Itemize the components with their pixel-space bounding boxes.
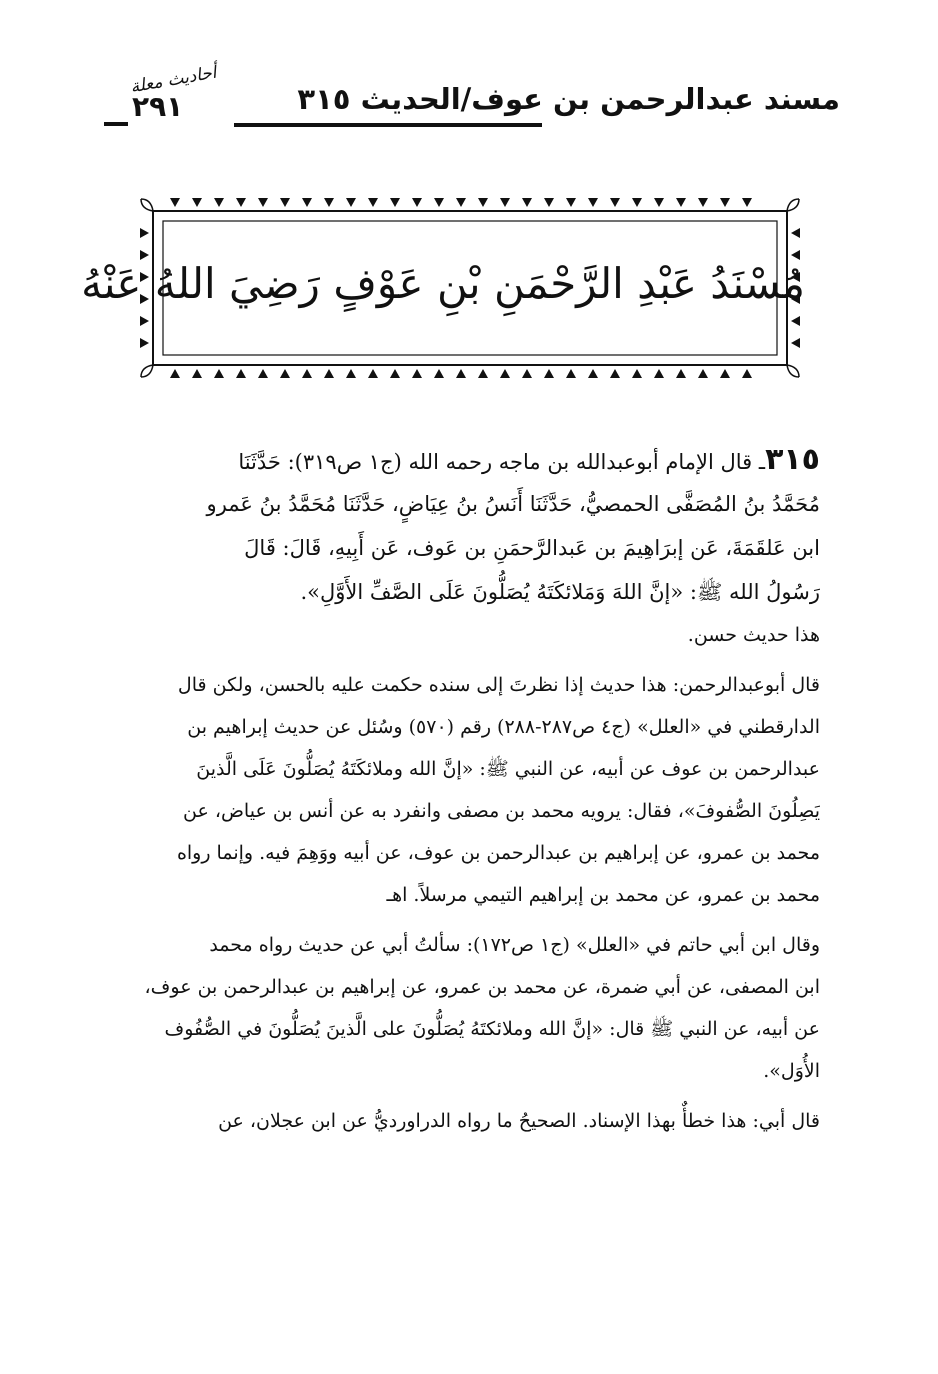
border-ornament — [566, 369, 576, 378]
header-rule — [234, 123, 542, 127]
commentary-p2-line-1: وقال ابن أبي حاتم في «العلل» (ج١ ص١٧٢): سألتُ أبي عن حديث رواه محمد — [209, 934, 820, 956]
border-ornament — [522, 369, 532, 378]
border-ornament — [280, 198, 290, 207]
commentary-p2-line-2: ابن المصفى، عن أبي ضمرة، عن محمد بن عمرو، عن إبراهيم بن عبدالرحمن بن عوف، — [144, 976, 820, 998]
border-ornament — [140, 228, 149, 238]
border-ornament — [280, 369, 290, 378]
commentary-p1-line-4: يَصِلُونَ الصُّفوفَ»، فقال: يرويه محمد بن مصفى وانفرد به عن أنس بن عياض، عن — [182, 800, 820, 822]
commentary-p1-line-5: محمد بن عمرو، عن إبراهيم بن عبدالرحمن بن عوف، عن أبيه ووَهِمَ فيه. وإنما رواه — [176, 842, 820, 864]
border-ornament — [544, 369, 554, 378]
commentary-p1-line-2: الدارقطني في «العلل» (ج٤ ص٢٨٧-٢٨٨) رقم (٥٧٠) وسُئل عن حديث إبراهيم بن — [187, 716, 820, 738]
border-ornament — [720, 369, 730, 378]
border-ornament — [588, 369, 598, 378]
border-ornament — [544, 198, 554, 207]
border-ornament — [302, 369, 312, 378]
hadith-line-2: مُحَمَّدُ بنُ المُصَفَّى الحمصيُّ، حَدَّثَنَا أَنَسُ بنُ عِيَاضٍ، حَدَّثَنَا مُحَمَّدُ بنُ عَمرو — [206, 492, 820, 516]
border-ornament — [698, 198, 708, 207]
commentary-p1-line-6: محمد بن عمرو، عن محمد بن إبراهيم التيمي مرسلاً. اهـ — [386, 884, 820, 906]
commentary-p1-line-1: قال أبوعبدالرحمن: هذا حديث إذا نظرتَ إلى سنده حكمت عليه بالحسن، ولكن قال — [177, 674, 820, 696]
border-ornament — [588, 198, 598, 207]
border-ornament — [214, 198, 224, 207]
border-ornament — [192, 198, 202, 207]
border-ornament — [412, 198, 422, 207]
border-ornament — [390, 369, 400, 378]
border-ornament — [632, 198, 642, 207]
section-title-frame — [81, 193, 805, 383]
border-ornament — [522, 198, 532, 207]
section-title: مُسْنَدُ عَبْدِ الرَّحْمَنِ بْنِ عَوْفٍ رَضِيَ اللهُ عَنْهُ — [81, 259, 805, 308]
handwritten-note: أحاديث معلة — [128, 62, 218, 98]
border-ornament — [324, 198, 334, 207]
border-ornament — [140, 316, 149, 326]
border-ornament — [434, 198, 444, 207]
page-number-dash — [104, 122, 128, 126]
border-ornament — [654, 198, 664, 207]
border-ornament — [791, 338, 800, 348]
border-ornament — [302, 198, 312, 207]
commentary-p2-line-3: عن أبيه، عن النبي ﷺ قال: «إنَّ الله وملائكتَهُ يُصَلُّونَ على الَّذينَ يُصَلُّونَ في الصُّفُوف — [164, 1018, 820, 1040]
border-ornament — [566, 198, 576, 207]
border-ornament — [500, 369, 510, 378]
hadith-line-3: ابن عَلقَمَةَ، عَن إبرَاهِيمَ بن عَبدالرَّحمَنِ بن عَوف، عَن أَبِيهِ، قَالَ: قَالَ — [244, 536, 820, 560]
border-ornament — [791, 228, 800, 238]
border-ornament — [140, 338, 149, 348]
border-ornament — [500, 198, 510, 207]
border-ornament — [412, 369, 422, 378]
border-ornament — [456, 369, 466, 378]
border-ornament — [791, 316, 800, 326]
commentary-p3-line-1: قال أبي: هذا خطأٌ بهذا الإسناد. الصحيحُ ما رواه الدراورديُّ عن ابن عجلان، عن — [218, 1110, 820, 1132]
border-ornament — [654, 369, 664, 378]
border-ornament — [698, 369, 708, 378]
border-ornament — [258, 369, 268, 378]
border-ornament — [478, 198, 488, 207]
border-ornament — [478, 369, 488, 378]
border-ornament — [170, 198, 180, 207]
running-title: مسند عبدالرحمن بن عوف/الحديث ٣١٥ — [297, 82, 840, 116]
commentary-p1-line-3: عبدالرحمن بن عوف عن أبيه، عن النبي ﷺ: «إنَّ الله وملائكَتَهُ يُصَلُّونَ عَلَى الَّذينَ — [196, 758, 820, 780]
border-ornament — [742, 369, 752, 378]
border-ornament — [676, 198, 686, 207]
border-ornament — [236, 198, 246, 207]
border-ornament — [324, 369, 334, 378]
border-ornament — [742, 198, 752, 207]
border-ornament — [192, 369, 202, 378]
border-ornament — [390, 198, 400, 207]
border-ornament — [610, 198, 620, 207]
border-ornament — [368, 198, 378, 207]
border-ornament — [258, 198, 268, 207]
page-header — [100, 62, 840, 130]
border-ornament — [346, 369, 356, 378]
hadith-line-1: ٣١٥ـ قال الإمام أبوعبدالله بن ماجه رحمه الله (ج١ ص٣١٩): حَدَّثَنَا — [238, 442, 820, 477]
border-ornament — [368, 369, 378, 378]
page-body — [100, 438, 820, 1142]
page-number: ٢٩١ — [132, 90, 184, 123]
border-ornament — [346, 198, 356, 207]
commentary-p2-line-4: الأُوَل». — [763, 1060, 820, 1082]
border-ornament — [170, 369, 180, 378]
border-ornament — [214, 369, 224, 378]
border-ornament — [632, 369, 642, 378]
border-ornament — [236, 369, 246, 378]
hadith-grading: هذا حديث حسن. — [687, 624, 820, 646]
border-ornament — [720, 198, 730, 207]
border-ornament — [434, 369, 444, 378]
border-ornament — [456, 198, 466, 207]
border-ornament — [676, 369, 686, 378]
border-ornament — [610, 369, 620, 378]
hadith-line-4: رَسُولُ الله ﷺ: «إنَّ اللهَ وَمَلائكَتَهُ يُصَلُّونَ عَلَى الصَّفِّ الأَوَّلِ». — [300, 580, 820, 604]
hadith-number: ٣١٥ — [765, 442, 820, 477]
